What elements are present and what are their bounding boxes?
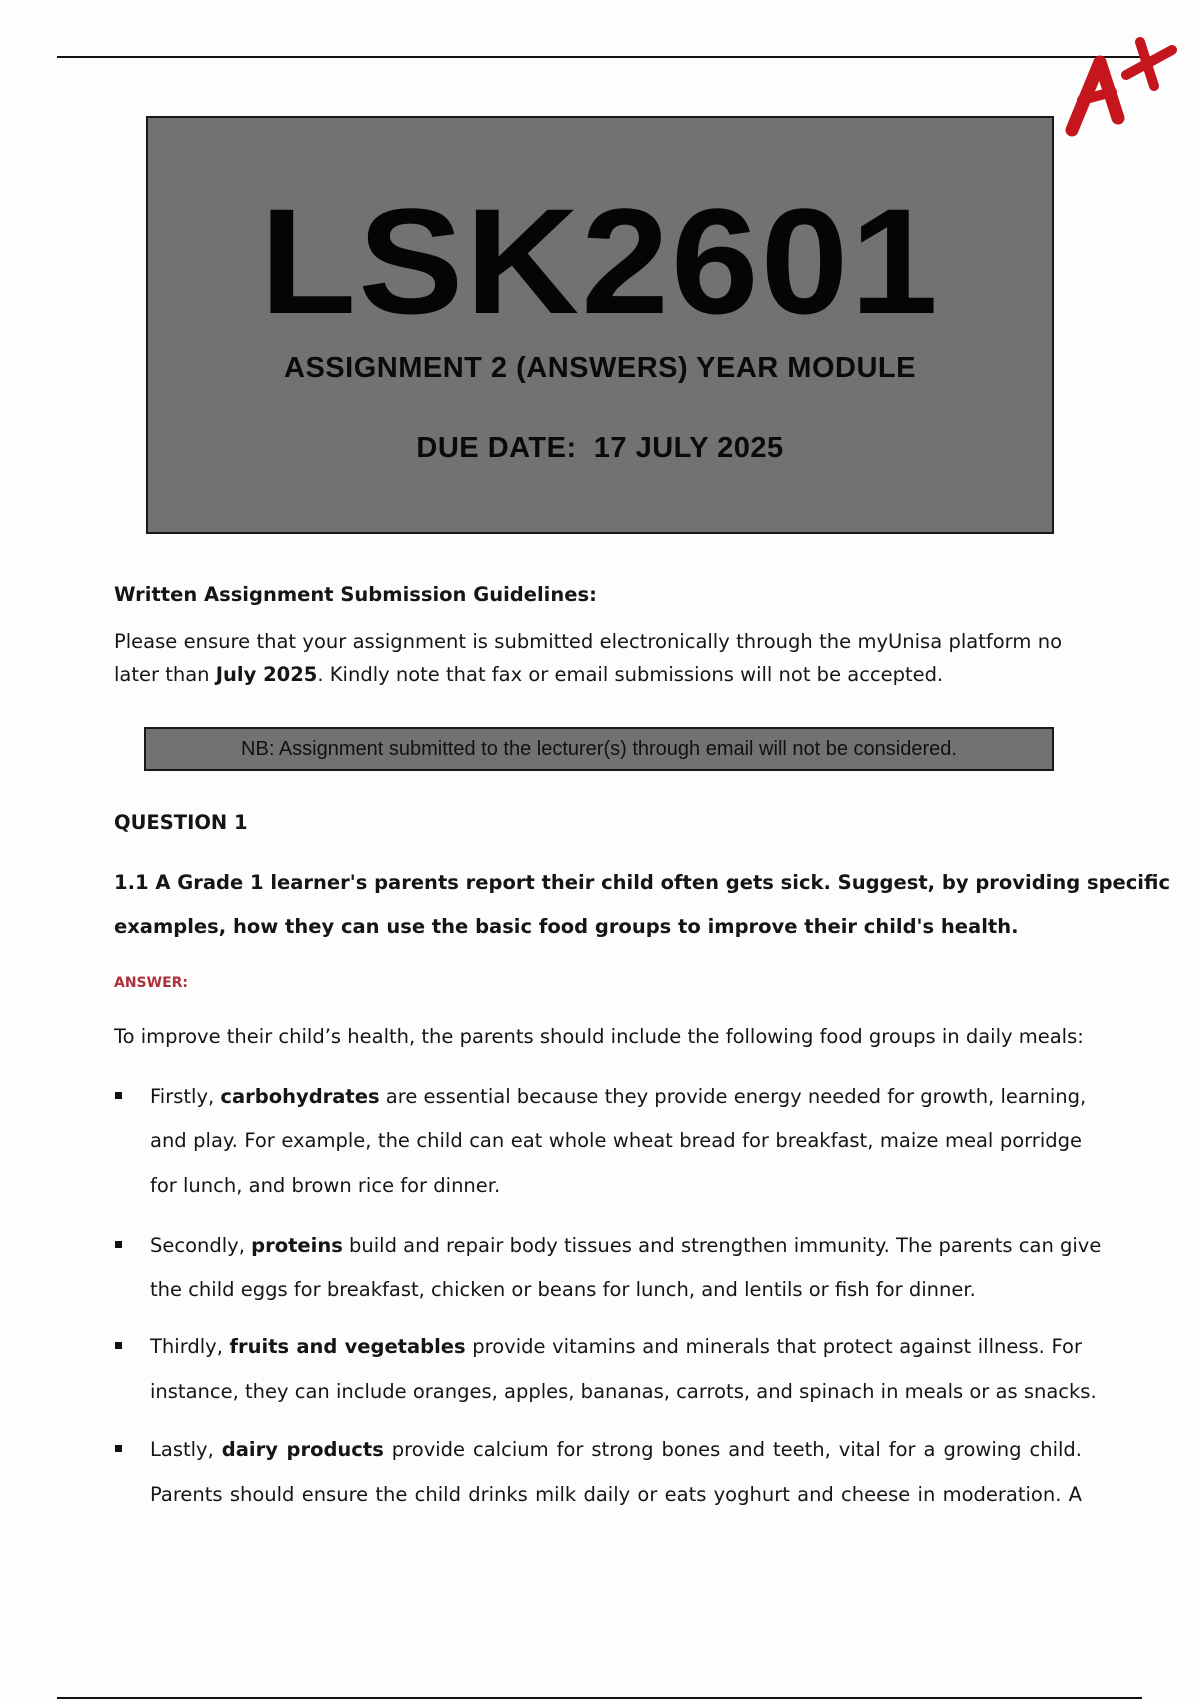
bullet-1-pre: Firstly, — [150, 1085, 221, 1108]
bullet-3-post: provide vitamins and minerals that protect against illness. For — [465, 1335, 1082, 1358]
top-rule — [57, 56, 1142, 58]
bullet-3-line-2: instance, they can include oranges, apples, bananas, carrots, and spinach in meals or as snacks. — [150, 1380, 1097, 1403]
bullet-marker — [115, 1241, 122, 1248]
bullet-1-line-1 — [150, 1085, 1087, 1108]
bullet-3-pre: Thirdly, — [150, 1335, 230, 1358]
bullet-4-line-2: Parents should ensure the child drinks milk daily or eats yoghurt and cheese in moderation. A — [150, 1483, 1082, 1506]
bullet-2-post: build and repair body tissues and strengthen immunity. The parents can give — [342, 1234, 1102, 1257]
bullet-3-line-1 — [150, 1335, 1082, 1358]
nb-notice: NB: Assignment submitted to the lecturer(s) through email will not be considered. — [144, 727, 1054, 771]
bullet-marker — [115, 1092, 122, 1099]
bottom-rule — [57, 1697, 1142, 1699]
bullet-2-pre: Secondly, — [150, 1234, 252, 1257]
bullet-marker — [115, 1445, 122, 1452]
bullet-2-keyword: proteins — [251, 1234, 343, 1257]
bullet-4-pre: Lastly, — [150, 1438, 222, 1461]
guidelines-deadline: July 2025 — [215, 663, 318, 686]
grade-stamp-a-plus — [1060, 20, 1190, 140]
bullet-1-line-3: for lunch, and brown rice for dinner. — [150, 1174, 501, 1197]
bullet-2-line-2: the child eggs for breakfast, chicken or beans for lunch, and lentils or fish for dinner. — [150, 1278, 976, 1301]
question-line-1: 1.1 A Grade 1 learner's parents report their child often gets sick. Suggest, by providing specific — [114, 871, 1171, 894]
course-code: LSK2601 — [259, 177, 941, 345]
title-box — [146, 116, 1054, 534]
bullet-1-line-2: and play. For example, the child can eat whole wheat bread for breakfast, maize meal porridge — [150, 1129, 1082, 1152]
assignment-title: ASSIGNMENT 2 (ANSWERS) YEAR MODULE — [284, 352, 916, 384]
answer-label: ANSWER: — [114, 975, 189, 991]
guidelines-line-2 — [114, 663, 943, 686]
bullet-4-line-1 — [150, 1438, 1082, 1461]
due-date: DUE DATE: 17 JULY 2025 — [416, 432, 784, 464]
bullet-1-post: are essential because they provide energy needed for growth, learning, — [379, 1085, 1087, 1108]
question-heading: QUESTION 1 — [114, 811, 248, 834]
guidelines-heading: Written Assignment Submission Guidelines: — [114, 583, 597, 606]
guidelines-line-2-pre: later than — [114, 663, 216, 686]
guidelines-line-2-post: . Kindly note that fax or email submissions will not be accepted. — [317, 663, 944, 686]
question-line-2: examples, how they can use the basic food groups to improve their child's health. — [114, 915, 1019, 938]
bullet-3-keyword: fruits and vegetables — [229, 1335, 466, 1358]
guidelines-line-1: Please ensure that your assignment is submitted electronically through the myUnisa platform no — [114, 630, 1062, 653]
bullet-4-post: provide calcium for strong bones and teeth, vital for a growing child. — [383, 1438, 1082, 1461]
bullet-2-line-1 — [150, 1234, 1102, 1257]
bullet-4-keyword: dairy products — [221, 1438, 384, 1461]
answer-intro: To improve their child’s health, the parents should include the following food groups in daily meals: — [114, 1025, 1084, 1048]
bullet-marker — [115, 1342, 122, 1349]
bullet-1-keyword: carbohydrates — [220, 1085, 380, 1108]
